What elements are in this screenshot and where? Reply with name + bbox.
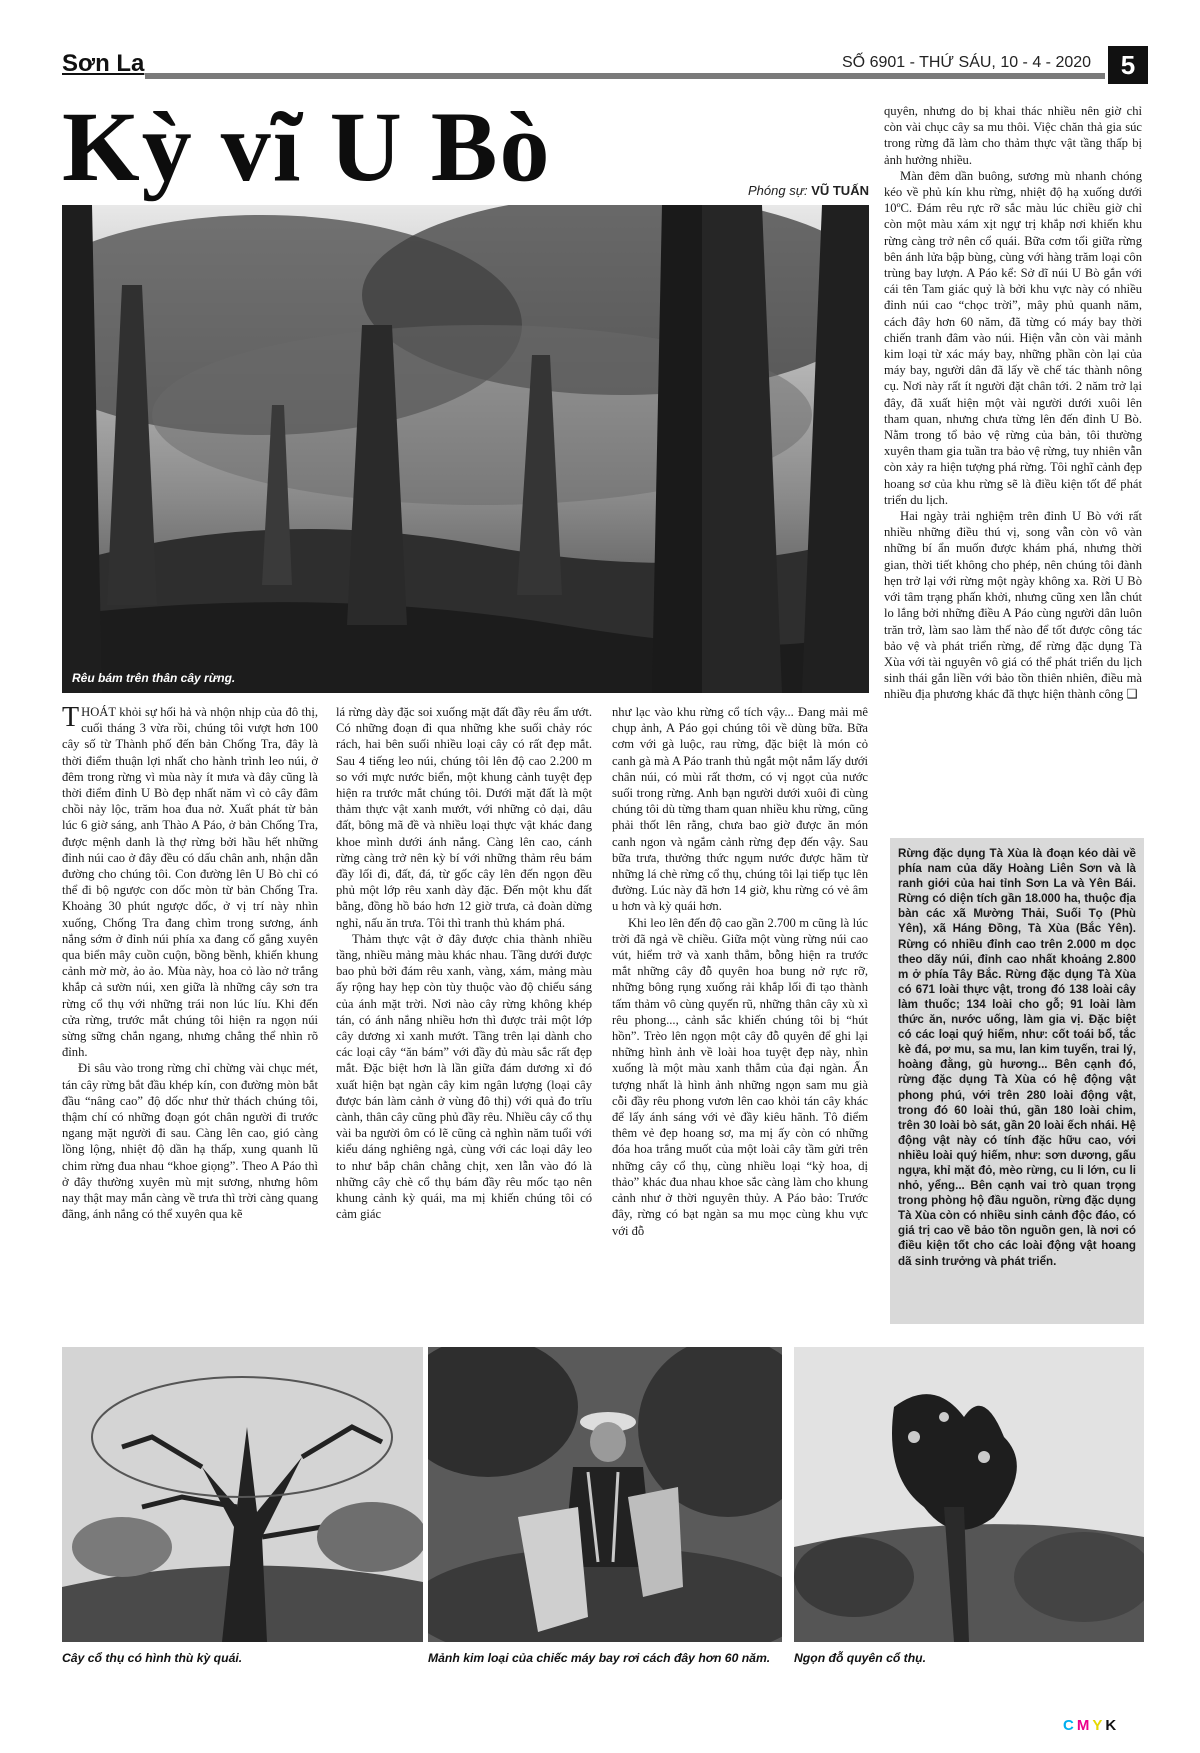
tree-image: [62, 1347, 423, 1642]
main-photo-caption: Rêu bám trên thân cây rừng.: [72, 671, 236, 685]
issue-info: SỐ 6901 - THỨ SÁU, 10 - 4 - 2020: [842, 54, 1092, 71]
page-number: 5: [1108, 46, 1148, 84]
paragraph: Thảm thực vật ở đây được chia thành nhiều tầng, nhiều mảng màu khác nhau. Tầng dưới được bao phủ bởi đám rêu xanh, vàng, xám, mảng màu ấy rộng hay hẹp còn tùy thuộc vào độ chiếu sáng của ánh mặt trời. Nơi nào cây rừng không khép tán, có ánh nắng nhiều hơn thì được trải một lớp cây dương xỉ xanh mướt. Tầng trên lại dành cho các loại cây “ăn bám” với đầy đủ màu sắc rất đẹp mắt. Đặc biệt hơn là lần giữa đám dương xỉ đó xuất hiện bạt ngàn cây kim ngân lượng (loại cây được bán làm cảnh ở vùng đô thị) với quả đo trĩu cành, thân cây cũng phủ đầy rêu. Nhiều cây cổ thụ vài ba người ôm có lẽ cũng cả nghìn năm tuổi với kiểu dáng nghiêng ngả, cùng với các loại dây leo to như bắp chân chằng chịt, xen lẫn vào đó là những cây chè cổ thụ bám đầy rêu mốc tạo nên khung cảnh kỳ quái, ma mị khiến chúng tôi có cảm giác: [336, 931, 592, 1222]
paragraph: Khi leo lên đến độ cao gần 2.700 m cũng là lúc trời đã ngả về chiều. Giữa một vùng rừng núi cao vút, hiểm trở và xanh thẳm, bỗng hiện ra trước mắt những cây đỗ quyên hoa bung nở rực rỡ, những bông rụng xuống rải khắp lối đi tạo thành tấm thảm vô cùng quyến rũ, những thân cây xù xì rêu phong..., cảnh sắc khiến chúng tôi bị “hút hồn”. Trèo lên ngọn một cây đỗ quyên để ghi lại những hình ảnh về loài hoa tuyệt đẹp này, nhìn xuống là một màu xanh thẳm của đại ngàn. Ấn tượng nhất là hình ảnh những ngọn sam mu già cỗi đầy rêu phong vươn lên cao khỏi tán cây khác để lấy ánh sáng với vẻ đầy kiêu hãnh. Tô điểm thêm vẻ đẹp hoang sơ, ma mị ấy còn có những đóa hoa trắng muốt của một loài cây tầm gửi trên những cây cổ thụ, cùng nhiều loại “kỳ hoa, dị thảo” khác đua nhau khoe sắc càng làm cho khung cảnh như ở thời nguyên thủy. A Páo bảo: Trước đây, rừng có bạt ngàn sa mu mọc cùng khu vực với đỗ: [612, 915, 868, 1238]
magenta-mark: M: [1076, 1717, 1093, 1734]
forest-image: [62, 205, 869, 693]
black-mark: K: [1105, 1717, 1120, 1734]
article-title: Kỳ vĩ U Bò: [62, 91, 552, 202]
byline-author: VŨ TUẤN: [811, 183, 869, 198]
ancient-tree-photo: [62, 1347, 423, 1642]
byline-label: Phóng sự:: [748, 183, 808, 198]
paragraph: Màn đêm dần buông, sương mù nhanh chóng kéo về phủ kín khu rừng, nhiệt độ hạ xuống dưới 10ºC. Đám rêu rực rỡ sắc màu lúc chiều giờ chỉ còn một màu xám xịt ngự trị khắp nơi khiến khu rừng càng trở nên cổ quái. Bữa cơm tối giữa rừng bên ánh lửa bập bùng, cùng với hàng trăm loại côn trùng bay lượn. A Páo kể: Sở dĩ núi U Bò gắn với cái tên Tam giác quỷ là bởi khu vực này có nhiều đỉnh núi cao “chọc trời”, mây phủ quanh năm, cách đây hơn 60 năm, đã từng có máy bay thời chiến tranh đâm vào núi. Hiện vẫn còn vài mảnh kim loại từ xác máy bay, những phần còn lại của máy bay, người dân đã lấy về chế tác thành nông cụ. Nơi này rất ít người đặt chân tới. 2 năm trở lại đây, đã xuất hiện một vài người dưới xuôi lên tham quan, nhưng chưa từng lên đến đỉnh U Bò. Nằm trong tổ bảo vệ rừng của bản, tôi thường xuyên tham gia tuần tra bảo vệ rừng, tuy nhiên vẫn còn xảy ra hiện tượng phá rừng. Tôi nghĩ cảnh đẹp hoang sơ của khu rừng sẽ là điều kiện tốt để phát triển du lịch.: [884, 168, 1142, 507]
article-column-3: [612, 704, 868, 1328]
paragraph: Đi sâu vào trong rừng chỉ chừng vài chục mét, tán cây rừng bắt đầu khép kín, con đường mòn bắt đầu “nâng cao” độ dốc như thử thách chúng tôi, thậm chí có những đoạn gót chân người đi trước ngang mặt người đi sau. Càng lên cao, gió càng lồng lộng, nhiệt độ dần hạ thấp, xung quanh lũ chim rừng đua nhau “khoe giọng”. Theo A Páo thì ở đây thường xuyên mù mịt sương, nhưng hôm nay thật may mắn càng về trưa thì trời càng quang đãng, ánh nắng có thể xuyên qua kẽ: [62, 1061, 318, 1222]
paragraph: Hai ngày trải nghiệm trên đỉnh U Bò với rất nhiều những điều thú vị, song vẫn còn vô vàn những bí ẩn muốn được khám phá, nhưng thời gian, thời tiết không cho phép, nên chúng tôi đành hẹn trở lại với rừng một ngày không xa. Rời U Bò với tâm trạng phấn khởi, nhưng cũng xen lẫn chút lo lắng bởi những điều A Páo cùng người dân luôn trăn trở, làm sao làm thế nào để tốt được công tác bảo vệ và phát triển rừng, để rừng đặc dụng Tà Xùa với tài nguyên vô giá có thể phát triển du lịch sinh thái gắn liền với bảo tồn thiên nhiên, điều mà nhiều địa phương khác đã thực hiện thành công ❑: [884, 509, 1142, 702]
lead-paragraph: [62, 704, 318, 1060]
section-name: Sơn La: [62, 50, 145, 77]
lead-text: HOÁT khỏi sự hối hả và nhộn nhịp của đô thị, cuối tháng 3 vừa rồi, chúng tôi vượt hơn 100 cây số từ Thành phố đến bản Chống Tra, đây là thời điểm thuận lợi nhất cho hành trình leo núi, ở đêm trong rừng vì mùa này ít mưa và đây cũng là thời điểm đỉnh U Bò đẹp nhất năm vì cỏ cây đâm chồi nảy lộc, trăm hoa đua nở. Xuất phát từ bản lúc 6 giờ sáng, anh Thào A Páo, ở bản Chống Tra, được mệnh danh là thợ rừng bởi hầu hết những đỉnh núi cao ở đây đều có dấu chân anh, nhận dẫn đường cho chúng tôi. Con đường lên U Bò chỉ có thể đi bộ ngược con dốc mòn từ bản Chống Tra. Khoảng 30 phút ngược dốc, ở vị trí này nhìn xuống, Chống Tra đang chìm trong sương, ánh nắng sớm ở đỉnh núi phía xa đang cố gắng xuyên qua biển mây cuồn cuộn, bồng bềnh, khiến khung cảnh mờ mờ, ảo ảo. Mùa này, hoa cỏ lào nở trắng khắp cả sườn núi, xen giữa là những cây sơn tra rừng cổ thụ với những trái non lúc líu. Khi đến cửa rừng, trước mắt chúng tôi hiện ra ngọn núi sừng sững chắn ngang, nhưng chẳng thể nhìn rõ đỉnh.: [62, 705, 318, 1060]
byline: [748, 183, 869, 198]
cyan-mark: C: [1063, 1717, 1077, 1734]
info-sidebar-box: Rừng đặc dụng Tà Xùa là đoạn kéo dài về phía nam của dãy Hoàng Liên Sơn và là ranh giới của hai tỉnh Sơn La và Yên Bái. Rừng có diện tích gần 18.000 ha, thuộc địa bàn các xã Mường Thải, Suối Tọ (Phù Yên), xã Háng Đồng, Tà Xùa (Bắc Yên). Rừng có nhiều đỉnh cao trên 2.000 m dọc theo dãy núi, đỉnh cao nhất khoảng 2.800 m ở phía Tây Bắc. Rừng đặc dụng Tà Xùa có 671 loài thực vật, trong đó 138 loài cây làm thuốc; 134 loài cho gỗ; 91 loài làm thức ăn, nước uống, làm gia vị. Đặc biệt có các loại quý hiếm, như: cốt toái bổ, tắc kè đá, pơ mu, sa mu, lan kim tuyến, trai lý, hoàng đằng, gù hương... Bên cạnh đó, rừng đặc dụng Tà Xùa có hệ động vật phong phú, với trên 280 loài động vật, trong đó 60 loài thú, gần 180 loài chim, trên 30 loài bò sát, gần 20 loài ếch nhái. Hệ động vật này có tính đặc hữu cao, với nhiều loài quý hiếm, như: sơn dương, gấu ngựa, khỉ mặt đỏ, mèo rừng, cu li lớn, cu li nhỏ, yểng... Bên cạnh vai trò quan trọng trong phòng hộ đầu nguồn, rừng đặc dụng Tà Xùa còn có nhiều sinh cảnh độc đáo, có giá trị cao về bảo tồn nguồn gen, là nơi có điều kiện tốt cho các loài động vật hoang dã sinh trưởng và phát triển.: [890, 838, 1144, 1324]
drop-cap: T: [62, 704, 80, 733]
paragraph: lá rừng dày đặc soi xuống mặt đất đầy rêu ẩm ướt. Có những đoạn đi qua những khe suối chảy róc rách, hai bên suối nhiều loại cây có rất đẹp mắt. Sau 4 tiếng leo núi, chúng tôi lên độ cao 2.200 m so với mực nước biển, một khung cảnh tuyệt đẹp hiện ra trước mắt chúng tôi. Dưới mặt đất là một thảm thực vật xanh mướt, với những cỏ dại, dâu đất, bông mã đề và nhiều loại thực vật khác đang khoe mình dưới ánh nắng. Càng lên cao, cánh rừng càng trở nên kỳ bí với những thảm rêu bám đầy lối đi, đất, đá, từ gốc cây lên đến ngọn đều phủ một lớp rêu xanh dày đặc. Đến một khu đất bằng, đồng hồ báo hơn 12 giờ trưa, cả đoàn dừng nghỉ, nấu ăn trưa. Tôi thì tranh thủ khám phá.: [336, 705, 592, 930]
rhododendron-photo-caption: Ngọn đỗ quyên cổ thụ.: [794, 1651, 927, 1665]
article-column-1: [62, 704, 318, 1328]
article-column-4: [884, 103, 1142, 803]
rhododendron-photo: [794, 1347, 1144, 1642]
yellow-mark: Y: [1092, 1717, 1106, 1734]
cmyk-print-marks: [1063, 1717, 1119, 1734]
flower-tree-image: [794, 1347, 1144, 1642]
paragraph: như lạc vào khu rừng cổ tích vậy... Đang mải mê chụp ảnh, A Páo gọi chúng tôi về dùng bữa. Bữa cơm với gà luộc, rau rừng, đặc biệt là món cỏ canh gà mà A Páo tranh thủ ngắt một nắm lấy dưới chân núi, có mùi rất thơm, có vị ngọt của nước suối trong rừng. Anh bạn người dưới xuôi đi cùng chúng tôi dù từng tham quan nhiều khu rừng, cũng phải thốt lên rằng, chưa bao giờ được ăn món canh ngon và ngắm cảnh rừng đẹp đến vậy. Sau bữa trưa, thưởng thức ngụm nước được hãm từ những lá chè rừng cổ thụ, chúng tôi lại tiếp tục lên đường. Lúc này đã hơn 14 giờ, khu rừng có vẻ âm u hơn và kỳ quái hơn.: [612, 705, 868, 914]
article-column-2: [336, 704, 592, 1328]
paragraph: quyên, nhưng do bị khai thác nhiều nên giờ chỉ còn vài chục cây sa mu thôi. Việc chăn thả gia súc trong rừng đã làm cho thảm thực vật tầng thấp bị ảnh hưởng nhiều.: [884, 104, 1142, 167]
main-forest-photo: [62, 205, 869, 693]
plane-wreck-photo: [428, 1347, 782, 1642]
tree-photo-caption: Cây cổ thụ có hình thù kỳ quái.: [62, 1651, 243, 1665]
wreck-photo-caption: Mảnh kim loại của chiếc máy bay rơi cách đây hơn 60 năm.: [428, 1651, 771, 1665]
header-rule: [145, 73, 1105, 79]
man-with-metal-image: [428, 1347, 782, 1642]
